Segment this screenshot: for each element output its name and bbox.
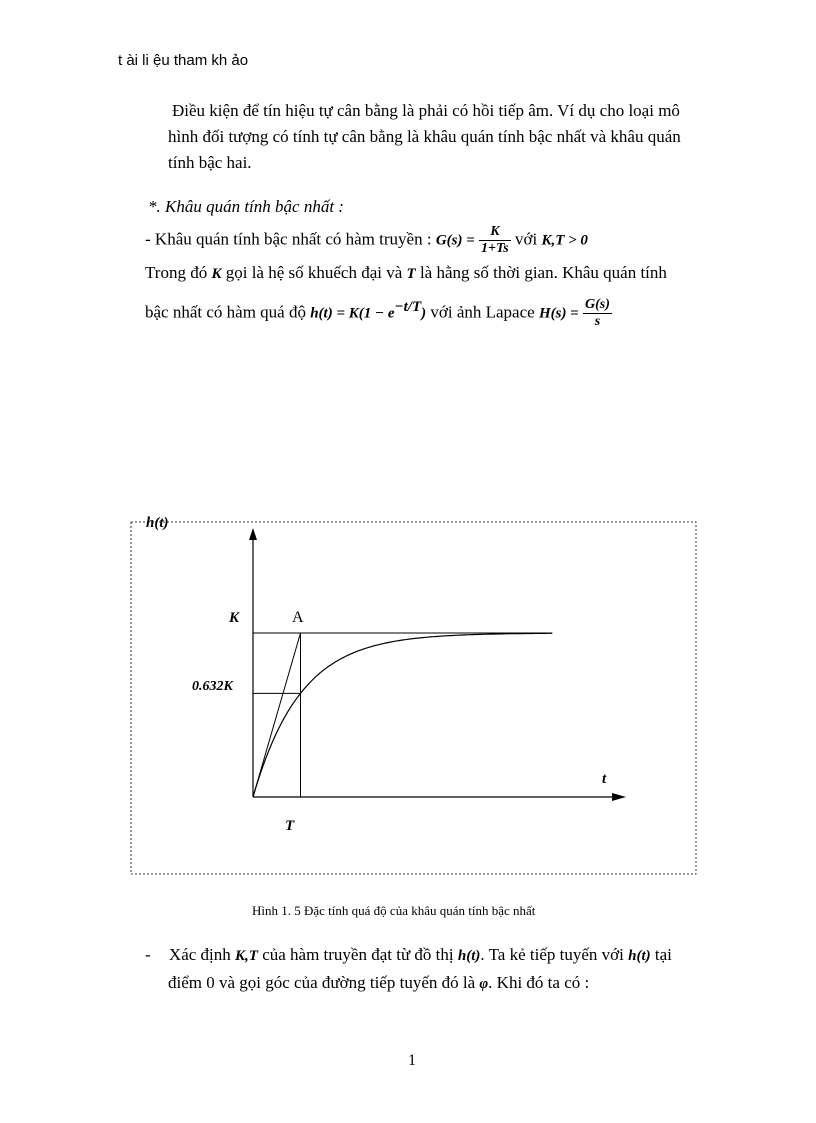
- page-header: t ài li ệu tham kh ảo: [118, 52, 249, 69]
- intro-line-3: tính bậc hai.: [168, 153, 252, 172]
- gain-symbol-t: T: [406, 266, 416, 282]
- bottom-symbol-h: h(t): [457, 948, 481, 964]
- bottom-line-2: [168, 970, 589, 997]
- bottom-symbol-kt: K,T: [235, 948, 258, 964]
- page-number: 1: [408, 1052, 416, 1069]
- k-level-label: K: [229, 610, 240, 626]
- bottom-symbol-h2: h(t): [628, 948, 651, 964]
- figure-border: [131, 522, 696, 874]
- time-constant-label: T: [285, 818, 295, 834]
- transfer-condition: K,T > 0: [541, 232, 588, 249]
- transfer-with: với: [514, 229, 538, 249]
- gain-text-2: gọi là hệ số khuếch đại và: [225, 263, 403, 282]
- x-axis-arrow-icon: [612, 793, 626, 801]
- bottom-line-1: [145, 942, 672, 969]
- gain-text-1: Trong đó: [145, 263, 208, 282]
- bottom-text-2: của hàm truyền đạt từ đồ thị: [262, 945, 454, 964]
- laplace-numerator: G(s): [584, 297, 610, 313]
- intro-line-2: hình đối tượng có tính tự cân bằng là khâu quán tính bậc nhất và khâu quán: [168, 127, 681, 146]
- step-text-1: bậc nhất có hàm quá độ: [145, 302, 306, 322]
- transfer-lhs: G(s) =: [435, 232, 475, 249]
- point-a-label: A: [292, 609, 304, 626]
- step-formula: h(t) = K(1 − e: [310, 305, 395, 322]
- step-formula-close: ): [421, 305, 427, 322]
- bottom-text-6: . Khi đó ta có :: [488, 973, 590, 992]
- bullet: -: [145, 945, 151, 964]
- k632-level-label: 0.632K: [192, 679, 233, 694]
- bottom-text-3: . Ta kẻ tiếp tuyến với: [480, 945, 624, 964]
- transfer-numerator: K: [479, 224, 511, 241]
- intro-line-1: Điều kiện để tín hiệu tự cân bằng là phải có hồi tiếp âm. Ví dụ cho loại mô: [172, 101, 680, 120]
- y-axis-arrow-icon: [249, 528, 257, 540]
- phi-symbol: φ: [479, 976, 489, 992]
- gain-text-3: là hằng số thời gian. Khâu quán tính: [419, 263, 667, 282]
- y-axis-label: h(t): [146, 515, 169, 531]
- gain-symbol-k: K: [211, 266, 222, 282]
- x-axis-label: t: [602, 771, 607, 787]
- section-title: *. Khâu quán tính bậc nhất :: [148, 197, 344, 216]
- bottom-text-4: tại: [654, 945, 672, 964]
- figure-caption: Hình 1. 5 Đặc tính quá độ của khâu quán tính bậc nhất: [252, 903, 536, 918]
- step-text-2: với ảnh Lapace: [430, 302, 535, 322]
- transfer-denominator: 1+Ts: [481, 241, 509, 256]
- step-response-curve: [253, 633, 552, 797]
- laplace-denominator: s: [594, 314, 601, 330]
- bottom-text-1: Xác định: [168, 945, 231, 964]
- transfer-prefix: - Khâu quán tính bậc nhất có hàm truyền :: [145, 229, 432, 249]
- step-exponent: −t/T: [394, 299, 422, 315]
- laplace-lhs: H(s) =: [538, 305, 579, 322]
- bottom-text-5: điểm 0 và gọi góc của đường tiếp tuyến đó là: [168, 973, 476, 992]
